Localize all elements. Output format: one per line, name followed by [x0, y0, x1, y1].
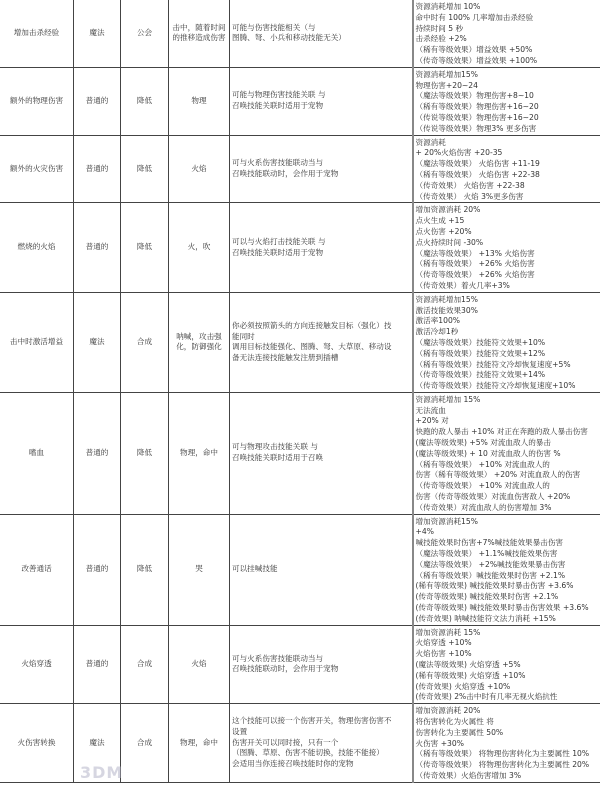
- skill-name: 额外的物理伤害: [0, 67, 74, 135]
- effect-line: (稀有等级效果) 火焰穿透 +10%: [415, 670, 526, 680]
- effect-line: 激活冷却1秒: [415, 327, 459, 337]
- description-line: 图腾、弩、小兵和移动技能无关）: [232, 33, 346, 43]
- effect-line: （传奇等级效果）技能符文效果+14%: [415, 370, 546, 380]
- skill-effects: [413, 392, 600, 514]
- effect-line: （魔法等级效果）物理伤害+8~10: [415, 91, 534, 101]
- skill-tags: 物理: [169, 67, 230, 135]
- effect-line: （传奇效果）着火几率+3%: [415, 280, 510, 290]
- effect-line: 伤害转化为主要属性 50%: [415, 727, 504, 737]
- skill-effects: [413, 0, 600, 67]
- skill-name: 击中时激活增益: [0, 292, 74, 392]
- effect-line: 命中时有 100% 几率增加击杀经验: [415, 12, 534, 22]
- description-line: 可与物理攻击技能关联 与: [232, 442, 318, 452]
- skill-type: 普通的: [74, 392, 121, 514]
- effect-line: 资源消耗增加 10%: [415, 2, 481, 11]
- effect-line: 伤害（稀有等级效果） +20% 对流血敌人的伤害: [415, 470, 581, 480]
- skill-degrade: 合成: [121, 704, 169, 783]
- skill-type: 魔法: [74, 0, 121, 67]
- skill-effects: [413, 203, 600, 292]
- effect-line: (魔法等级效果) 火焰穿透 +5%: [415, 660, 521, 670]
- effect-line: （传奇效果）对流血敌人的伤害增加 3%: [415, 502, 552, 512]
- skill-description: [230, 704, 413, 783]
- effect-line: （稀有等级效果） +26% 火焰伤害: [415, 259, 535, 269]
- effect-line: 增加资源消耗 20%: [415, 706, 481, 716]
- skill-effects: [413, 704, 600, 783]
- skill-description: [230, 135, 413, 203]
- table-row: [0, 514, 600, 625]
- effect-line: + 20%火焰伤害 +20-35: [415, 148, 503, 158]
- effect-line: （传说等级效果）物理伤害+16~20: [415, 112, 539, 122]
- table-row: [0, 392, 600, 514]
- effect-line: (传奇效果) 火焰穿透 +10%: [415, 681, 511, 691]
- description-line: 可与火系伤害技能联动当与: [232, 653, 324, 663]
- effect-line: （传奇等级效果） +26% 火焰伤害: [415, 270, 535, 280]
- watermark-logo: 3DM: [80, 763, 124, 782]
- description-line: 召唤技能关联时适用于宠物: [232, 101, 324, 111]
- skill-type: 普通的: [74, 67, 121, 135]
- skill-effects: [413, 135, 600, 203]
- skill-effects: [413, 292, 600, 392]
- table-row: [0, 135, 600, 203]
- effect-line: （稀有等级效果）技能符文效果+12%: [415, 348, 546, 358]
- skill-name: 嗜血: [0, 392, 74, 514]
- effect-line: (魔法等级效果) +5% 对流血敌人的暴击: [415, 438, 551, 448]
- effect-line: 火伤害 +30%: [415, 738, 464, 748]
- description-line: 调用目标技能强化、图腾、弩、大草原、移动设: [232, 342, 392, 352]
- effect-line: (传奇效果) 2%击中时有几率无视火焰抗性: [415, 692, 558, 702]
- effect-line: （魔法等级效果） +1.1%喊技能效果伤害: [415, 549, 558, 559]
- effect-line: 将伤害转化为火属性 将: [415, 717, 494, 726]
- skill-name: 改善通话: [0, 514, 74, 625]
- skill-tags: 击中，随着时间的推移造成伤害: [169, 0, 230, 67]
- effect-line: （传奇等级效果） +10% 对流血敌人的: [415, 481, 550, 491]
- skill-degrade: 降低: [121, 203, 169, 292]
- table-row: [0, 0, 600, 67]
- effect-line: （传奇等级效果） 将物理伤害转化为主要属性 20%: [415, 760, 590, 770]
- effect-line: 点火伤害 +20%: [415, 226, 472, 236]
- description-line: 召唤技能关联时适用于召唤: [232, 453, 324, 463]
- table-row: [0, 292, 600, 392]
- skill-description: [230, 67, 413, 135]
- skill-type: 魔法: [74, 704, 121, 783]
- description-line: 可以挂喊技能: [232, 564, 278, 574]
- effect-line: （稀有等级效果） 火焰伤害 +22-38: [415, 169, 540, 179]
- effect-line: 增加资源消耗 15%: [415, 627, 481, 637]
- description-line: （图腾、草原、伤害不能切换，技能不能接）: [232, 748, 384, 758]
- effect-line: （稀有等级效果）技能符文冷却恢复速度+5%: [415, 359, 571, 369]
- effect-line: 物理伤害+20~24: [415, 80, 478, 90]
- effect-line: 快跑的敌人暴击 +10% 对正在奔跑的敌人暴击伤害: [415, 427, 588, 437]
- effect-line: 资源消耗增加15%: [415, 294, 478, 304]
- skill-degrade: 降低: [121, 135, 169, 203]
- description-line: 召唤技能联动时，会作用于宠物: [232, 664, 339, 674]
- effect-line: （稀有等级效果）增益效果 +50%: [415, 45, 533, 55]
- effect-line: 资源消耗: [415, 137, 446, 147]
- effect-line: 资源消耗增加 15%: [415, 394, 481, 404]
- description-line: 伤害开关可以同时接，只有一个: [232, 737, 339, 747]
- skill-degrade: 合成: [121, 292, 169, 392]
- effect-line: 火焰穿透 +10%: [415, 638, 472, 648]
- skill-tags: 火焰: [169, 135, 230, 203]
- effect-line: (魔法等级效果) + 10 对流血敌人的伤害 %: [415, 448, 561, 458]
- effect-line: 无法流血: [415, 405, 446, 415]
- effect-line: 点火生成 +15: [415, 216, 465, 226]
- effect-line: （传说等级效果）物理3% 更多伤害: [415, 123, 537, 133]
- effect-line: 增加资源消耗 20%: [415, 205, 481, 215]
- table-row: [0, 67, 600, 135]
- skill-degrade: 降低: [121, 392, 169, 514]
- skill-degrade: 降低: [121, 67, 169, 135]
- effect-line: 火焰伤害 +10%: [415, 649, 472, 659]
- description-line: 这个技能可以接一个伤害开关，物理伤害伤害不: [232, 716, 392, 725]
- effect-line: (稀有等级效果) 喊技能效果时暴击伤害 +3.6%: [415, 581, 574, 591]
- effect-line: （传奇效果） 火焰 3%更多伤害: [415, 191, 524, 201]
- skill-type: 普通的: [74, 135, 121, 203]
- description-line: 备无法连接技能触发注册到插槽: [232, 353, 339, 363]
- effect-line: （稀有等级效果）物理伤害+16~20: [415, 102, 539, 112]
- skill-type: 普通的: [74, 625, 121, 704]
- effect-line: 伤害（传奇等级效果）对流血伤害敌人 +20%: [415, 492, 571, 502]
- skill-tags: 呐喊，攻击强化，防御强化: [169, 292, 230, 392]
- effect-line: 激活技能效果30%: [415, 305, 478, 315]
- description-line: 会适用当你连接召唤技能时你的宠物: [232, 759, 354, 769]
- effect-line: （传奇效果） 火焰伤害 +22-38: [415, 180, 525, 190]
- skill-description: [230, 0, 413, 67]
- skill-type: 普通的: [74, 203, 121, 292]
- skill-type: 普通的: [74, 514, 121, 625]
- effect-line: 持续时间 5 秒: [415, 23, 464, 33]
- description-line: 设置: [232, 726, 248, 736]
- skill-name: 燃烧的火焰: [0, 203, 74, 292]
- skill-description: [230, 203, 413, 292]
- skill-effects: [413, 67, 600, 135]
- effect-line: （传奇等级效果）技能符文冷却恢复速度+10%: [415, 381, 576, 391]
- effect-line: (传奇等级效果) 喊技能效果时伤害 +2.1%: [415, 592, 559, 602]
- skill-name: 额外的火灾伤害: [0, 135, 74, 203]
- description-line: 可能与伤害技能相关（与: [232, 22, 316, 32]
- effect-line: 喊技能效果时伤害+7%喊技能效果暴击伤害: [415, 538, 564, 548]
- skill-tags: 火焰: [169, 625, 230, 704]
- effect-line: （稀有等级效果） 将物理伤害转化为主要属性 10%: [415, 749, 590, 759]
- skill-degrade: 合成: [121, 625, 169, 704]
- effect-line: （传奇效果）火焰伤害增加 3%: [415, 770, 522, 780]
- effect-line: （魔法等级效果）技能符文效果+10%: [415, 337, 546, 347]
- skill-tags: 物理，命中: [169, 392, 230, 514]
- description-line: 可与火系伤害技能联动当与: [232, 158, 324, 168]
- effect-line: （稀有等级效果）喊技能效果时伤害 +2.1%: [415, 570, 566, 580]
- effect-line: (传奇效果) 呐喊技能符文法力消耗 +15%: [415, 613, 556, 623]
- description-line: 可以与火焰打击技能关联 与: [232, 236, 326, 246]
- effect-line: +20% 对: [415, 416, 449, 426]
- effect-line: （稀有等级效果） +10% 对流血敌人的: [415, 459, 550, 469]
- skill-name: 火伤害转换: [0, 704, 74, 783]
- skill-tags: 物理，命中: [169, 704, 230, 783]
- effect-line: +4%: [415, 527, 434, 537]
- description-line: 可能与物理伤害技能关联 与: [232, 90, 326, 100]
- effect-line: （魔法等级效果） +2%喊技能效果暴击伤害: [415, 559, 566, 569]
- skill-type: 魔法: [74, 292, 121, 392]
- skill-description: [230, 292, 413, 392]
- description-line: 召唤技能关联时适用于宠物: [232, 247, 324, 257]
- skill-degrade: 降低: [121, 514, 169, 625]
- effect-line: （魔法等级效果） 火焰伤害 +11-19: [415, 159, 540, 169]
- table-row: [0, 625, 600, 704]
- skill-degrade: 公会: [121, 0, 169, 67]
- effect-line: 增加资源消耗15%: [415, 516, 478, 526]
- description-line: 你必须按照箭头的方向连接触发目标（强化）技: [232, 320, 392, 330]
- effect-line: （魔法等级效果） +13% 火焰伤害: [415, 248, 535, 258]
- description-line: 能同时: [232, 331, 255, 341]
- effect-line: 点火持续时间 -30%: [415, 237, 484, 247]
- effect-line: 激活率100%: [415, 316, 460, 326]
- skill-tags: 火，吹: [169, 203, 230, 292]
- effect-line: （传奇等级效果）增益效果 +100%: [415, 55, 538, 65]
- skill-name: 火焰穿透: [0, 625, 74, 704]
- skill-description: [230, 392, 413, 514]
- skill-name: 增加击杀经验: [0, 0, 74, 67]
- skill-description: [230, 514, 413, 625]
- skill-tags: 哭: [169, 514, 230, 625]
- effect-line: 击杀经验 +2%: [415, 34, 467, 44]
- effect-line: (传奇等级效果) 喊技能效果时暴击伤害效果 +3.6%: [415, 603, 589, 613]
- description-line: 召唤技能联动时，会作用于宠物: [232, 168, 339, 178]
- skill-effects: [413, 625, 600, 704]
- effect-line: 资源消耗增加15%: [415, 69, 478, 79]
- skill-effects: [413, 514, 600, 625]
- skill-description: [230, 625, 413, 704]
- table-row: [0, 203, 600, 292]
